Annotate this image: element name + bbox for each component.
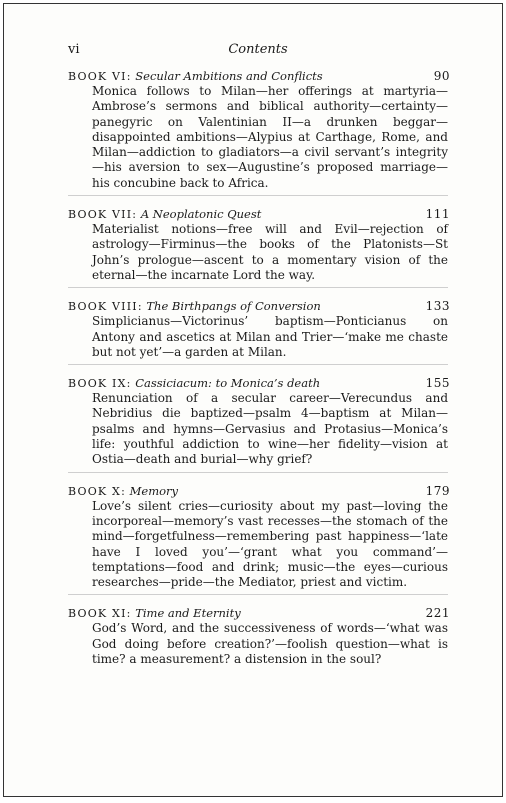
entry-page-number: 90 [433,69,450,83]
book-number: BOOK VIII: [68,300,143,314]
entry-summary: Renunciation of a secular career—Verecundus and Nebridius die baptized—psalm 4—baptism at Milan—psalms and hymns—Gervasius and Protasius—Monica’s life: youthful addiction to wine—her fidelity—vision at Ostia—death and burial—why grief? [92,391,448,467]
divider [68,472,448,473]
book-subtitle: Memory [129,483,179,498]
entry-summary: Love’s silent cries—curiosity about my past—loving the incorporeal—memory’s vast recesses—the stomach of the mind—forgetfulness—remembering past happiness—‘late have I loved you’—‘grant what you command’—temptations—food and drink; music—the eyes—curious researches—pride—the Mediator, priest and victim. [92,498,448,590]
contents-entry [68,68,448,196]
entry-heading [68,68,448,84]
header-page-number: vi [68,42,80,57]
book-subtitle: A Neoplatonic Quest [140,207,262,222]
book-number: BOOK X: [68,484,126,498]
book-subtitle: Cassiciacum: to Monica’s death [135,376,321,391]
running-header [68,42,448,62]
divider [68,287,448,288]
book-subtitle: Secular Ambitions and Conflicts [135,69,323,83]
entry-heading [68,375,448,391]
entry-heading [68,206,448,222]
contents-entry [68,483,448,596]
contents-entry [68,375,448,472]
entry-page-number: 133 [425,299,450,314]
contents-entry [68,605,448,667]
divider [68,195,448,196]
entry-summary: Materialist notions—free will and Evil—rejection of astrology—Firminus—the books of the Platonists—St John’s prologue—ascent to a momentary vision of the eternal—the incarnate Lord the way. [92,222,448,282]
entry-heading [68,483,448,499]
book-subtitle: The Birthpangs of Conversion [146,299,321,314]
entry-heading [68,298,448,314]
book-number: BOOK XI: [68,607,132,621]
entry-page-number: 179 [425,483,450,498]
divider [68,364,448,365]
entry-summary: Simplicianus—Victorinus’ baptism—Ponticianus on Antony and ascetics at Milan and Trier—‘make me chaste but not yet’—a garden at Milan. [92,314,448,359]
contents-list [68,68,448,677]
entry-page-number: 111 [425,207,450,222]
entry-heading [68,605,448,621]
header-title: Contents [228,42,288,57]
entry-page-number: 221 [425,606,450,621]
book-number: BOOK VII: [68,208,138,222]
book-number: BOOK VI: [68,70,132,83]
entry-page-number: 155 [425,376,450,391]
book-number: BOOK IX: [68,377,132,391]
contents-entry [68,298,448,365]
book-page [3,3,503,797]
entry-summary: Monica follows to Milan—her offerings at martyria—Ambrose’s sermons and biblical authority—certainty—panegyric on Valentinian II—a drunken beggar—disappointed ambitions—Alypius at Carthage, Rome, and Milan—addiction to gladiators—a civil servant’s integrity—his aversion to sex—Augustine’s proposed marriage—his concubine back to Africa. [92,84,448,190]
entry-summary: God’s Word, and the successiveness of words—‘what was God doing before creation?’—foolish question—what is time? a measurement? a distension in the soul? [92,621,448,667]
book-subtitle: Time and Eternity [135,606,241,621]
divider [68,594,448,595]
contents-entry [68,206,448,288]
